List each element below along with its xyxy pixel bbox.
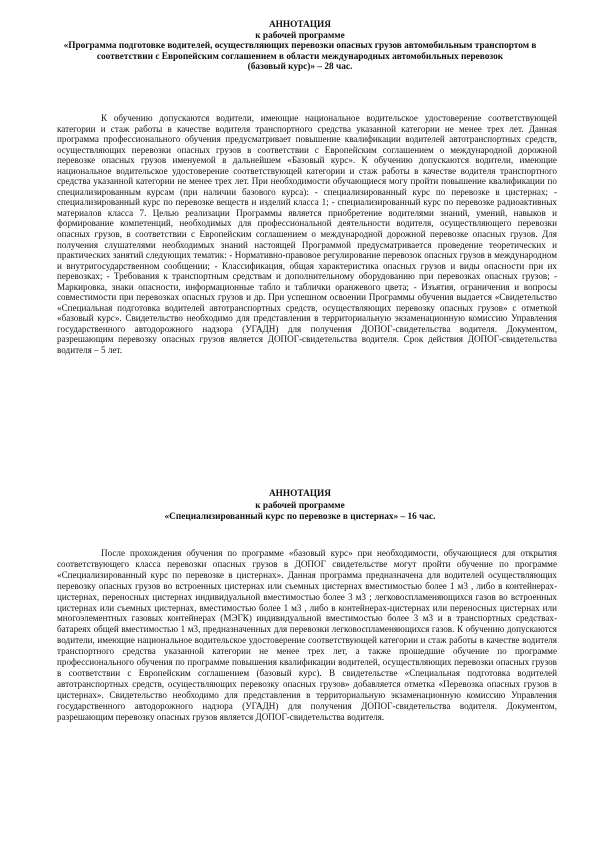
annotation-2-subheading: к рабочей программе <box>255 500 345 511</box>
annotation-1-subheading: к рабочей программе <box>255 30 345 41</box>
annotation-2-heading: АННОТАЦИЯ <box>268 489 332 499</box>
annotation-2-body <box>57 548 557 723</box>
annotation-1-heading: АННОТАЦИЯ <box>268 20 332 30</box>
annotation-2-header <box>40 489 560 524</box>
annotation-2-paragraph: После прохождения обучения по программе «базовый курс» при необходимости, обучающиеся для открытия соответствующего класса перевозки опасных грузов в ДОПОГ свидетельстве могут пройти обучение по программе «Специализированный курс по перевозке в цистернах». Данная программа предназначена для водителей осуществляющих перевозку опасных грузов во встроенных цистернах или съемных цистернах вместимостью более 1 м3 , либо в контейнерах-цистернах, переносных цистернах индивидуальной вместимостью более 3 м3 ; легковоспламеняющихся газов во встроенных цистернах или съемных цистернах, вместимостью более 1 м3 , либо в контейнерах-цистернах или переносных цистернах или многоэлементных газовых контейнерах (МЭГК) индивидуальной вместимостью более 3 м3 и в транспортных средствах-батареях общей вместимостью 1 м3, предназначенных для перевозки легковоспламеняющихся газов. К обучению допускаются водители, имеющие национальное водительское удостоверение соответствующей категории и стаж работы в качестве водителя транспортного средства указанной категории не менее трех лет, а также прошедшие обучение по программе профессионального обучения по программе повышения квалификации водителей, осуществляющих перевозки опасных грузов в соответствии с Европейским соглашением (базовый курс). В свидетельстве «Специальная подготовка водителей автотранспортных средств, осуществляющих перевозку опасных грузов» добавляется отметка «Перевозка опасных грузов в цистернах». Свидетельство необходимо для представления в территориальную экзаменационную комиссию Управления государственного автодорожного надзора (УГАДН) для получения ДОПОГ-свидетельства водителя. Документом, разрешающим перевозку опасных грузов является ДОПОГ-свидетельства водителя. <box>57 548 557 722</box>
annotation-1-course: (базовый курс)» – 28 час. <box>247 62 353 73</box>
annotation-2-title: «Специализированный курс по перевозке в цистернах» – 16 час. <box>164 512 436 523</box>
annotation-1-body <box>57 113 557 356</box>
annotation-1-paragraph: К обучению допускаются водители, имеющие национальное водительское удостоверение соответствующей категории и стаж работы в качестве водителя транспортного средства указанной категории не менее трех лет. Данная программа профессионального обучения предусматривает повышение квалификации водителей автотранспортных средств, осуществляющих перевозки опасных грузов в соответствии с Европейским соглашением о международной дорожной перевозке опасных грузов именуемой в дальнейшем «Базовый курс». К обучению допускаются водители, имеющие национальное водительское удостоверение соответствующей категории и стаж работы в качестве водителя транспортного средства указанной категории не менее трех лет. При необходимости обучающиеся могу пройти повышение квалификации по специализированным курсам (при наличии базового курса): - специализированный курс по перевозке в цистернах; - специализированный курс по перевозке веществ и изделий класса 1; - специализированный курс по перевозке радиоактивных материалов класса 7. Целью реализации Программы является приобретение водителями знаний, умений, навыков и формирование компетенций, необходимых для профессиональной деятельности водителя, осуществляющего перевозки опасных грузов, в соответствии с Европейским соглашением о международной дорожной перевозке опасных грузов. Для получения слушателями необходимых знаний настоящей Программой предусматривается проведение теоретических и практических занятий следующих тематик: - Нормативно-правовое регулирование перевозок опасных грузов в международном и внутригосударственном сообщении; - Классификация, общая характеристика опасных грузов и виды опасности при их перевозках; - Требования к транспортным средствам и дополнительному оборудованию при перевозках опасных грузов; - Маркировка, знаки опасности, информационные табло и таблички оранжевого цвета; - Изъятия, ограничения и вопросы совместимости при перевозках опасных грузов и др. При успешном освоении Программы обучения выдается «Свидетельство «Специальная подготовка водителей автотранспортных средств, осуществляющих перевозку опасных грузов» с отметкой «базовый курс». Свидетельство необходимо для представления в территориальную экзаменационную комиссию Управления государственного автодорожного надзора (УГАДН) для получения ДОПОГ-свидетельства водителя. Документом, разрешающим перевозку опасных грузов является ДОПОГ-свидетельства водителя. Срок действия ДОПОГ-свидетельства водителя – 5 лет. <box>57 113 557 356</box>
annotation-1-title: «Программа подготовке водителей, осуществляющих перевозки опасных грузов автомобильным транспортом в соответствии с Европейским соглашением в области международных автомобильных перевозок <box>63 41 537 62</box>
annotation-1-header <box>40 20 560 73</box>
